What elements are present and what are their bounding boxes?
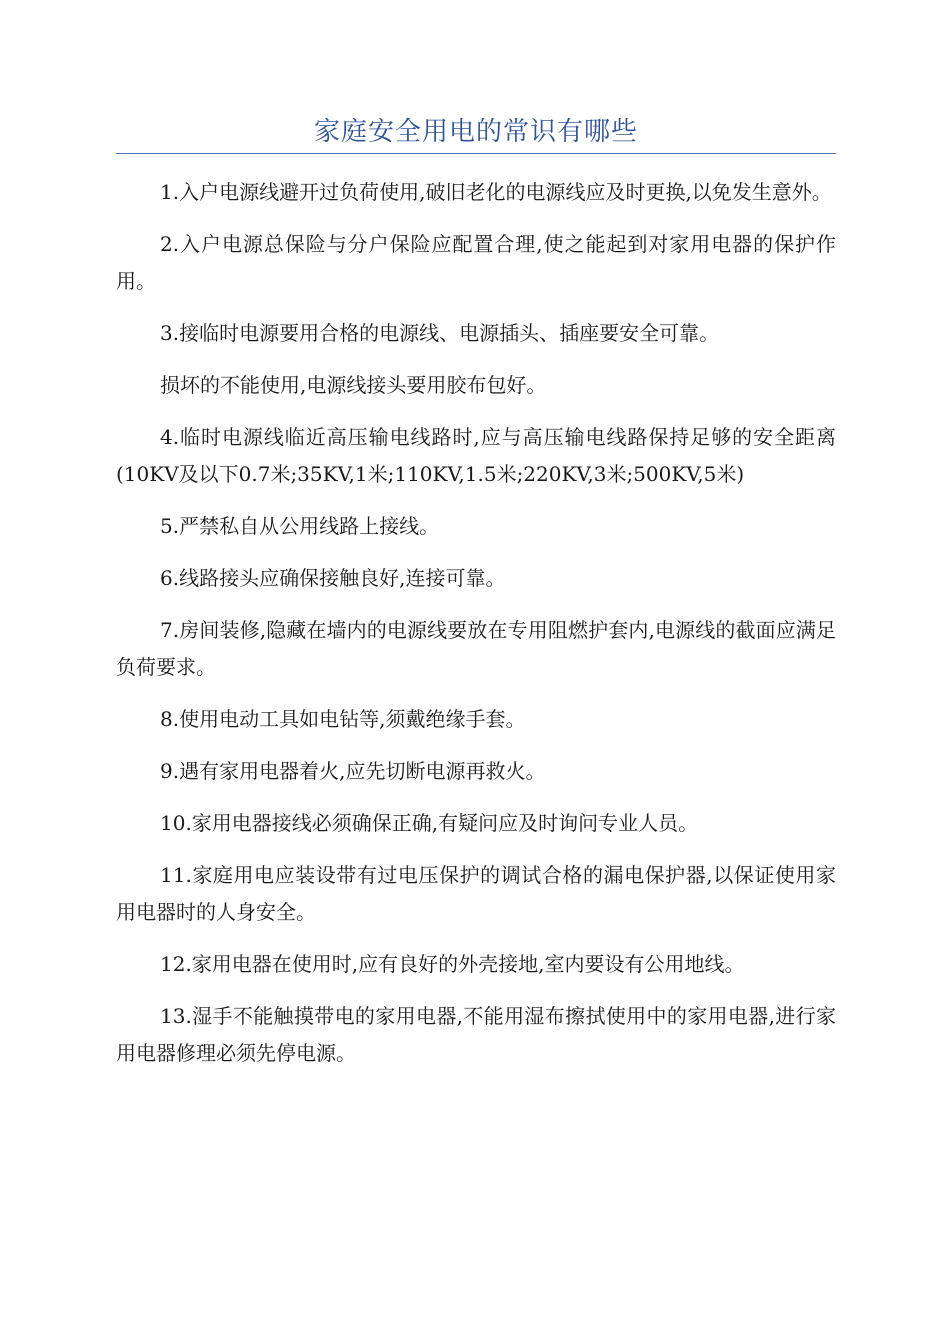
paragraph-5: 5.严禁私自从公用线路上接线。 (160, 514, 440, 538)
paragraph-2: 2.入户电源总保险与分户保险应配置合理,使之能起到对家用电器的保护作用。 (116, 232, 836, 293)
document-body (116, 174, 836, 1087)
paragraph-3: 3.接临时电源要用合格的电源线、电源插头、插座要安全可靠。 (160, 321, 720, 345)
paragraph-8: 8.使用电动工具如电钻等,须戴绝缘手套。 (160, 707, 526, 731)
paragraph-11: 11.家庭用电应装设带有过电压保护的调试合格的漏电保护器,以保证使用家用电器时的人身安全。 (116, 863, 836, 924)
paragraph-1: 1.入户电源线避开过负荷使用,破旧老化的电源线应及时更换,以免发生意外。 (160, 180, 832, 204)
paragraph-12: 12.家用电器在使用时,应有良好的外壳接地,室内要设有公用地线。 (160, 952, 745, 976)
title-underline (116, 153, 836, 154)
paragraph-6: 6.线路接头应确保接触良好,连接可靠。 (160, 566, 506, 590)
paragraph-13: 13.湿手不能触摸带电的家用电器,不能用湿布擦拭使用中的家用电器,进行家用电器修理必须先停电源。 (116, 1004, 836, 1065)
document-title: 家庭安全用电的常识有哪些 (313, 117, 638, 147)
paragraph-9: 9.遇有家用电器着火,应先切断电源再救火。 (160, 759, 546, 783)
paragraph-10: 10.家用电器接线必须确保正确,有疑问应及时询问专业人员。 (160, 811, 699, 835)
paragraph-4: 4.临时电源线临近高压输电线路时,应与高压输电线路保持足够的安全距离(10KV及以下0.7米;35KV,1米;110KV,1.5米;220KV,3米;500KV,5米) (116, 425, 836, 486)
paragraph-3-continued: 损坏的不能使用,电源线接头要用胶布包好。 (160, 373, 547, 397)
paragraph-7: 7.房间装修,隐藏在墙内的电源线要放在专用阻燃护套内,电源线的截面应满足负荷要求。 (116, 618, 836, 679)
